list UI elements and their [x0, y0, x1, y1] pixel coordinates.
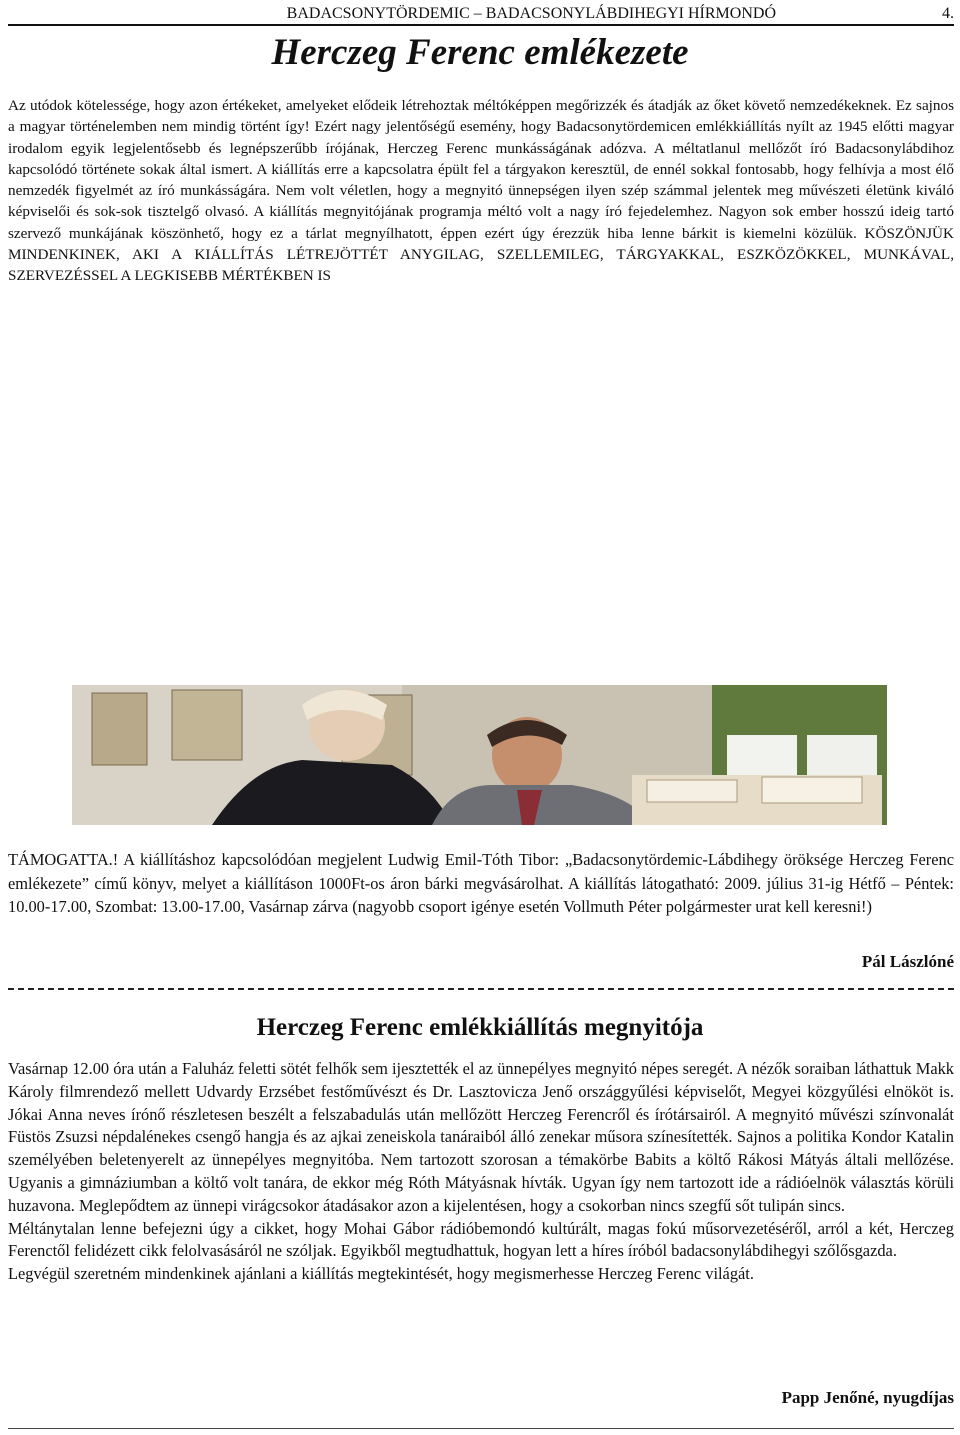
publication-name: BADACSONYTÖRDEMIC – BADACSONYLÁBDIHEGYI HÍRMONDÓ: [286, 5, 776, 22]
framed-newspaper: [92, 693, 147, 765]
article-paragraph: Méltánytalan lenne befejezni úgy a cikket, hogy Mohai Gábor rádióbemondó kultúrált, magas fokú műsorvezetéséről, arról a két, Herczeg Ferenctől felidézett cikk felolvasásáról ne szóljak. Egyikből megtudhattuk, hogyan lett a híres íróból badacsonylábdihegyi szőlősgazda.: [8, 1218, 954, 1261]
article-paragraph: Az utódok kötelessége, hogy azon értékeket, amelyeket elődeik létrehoztak méltóképpen megőrizzék és átadják az őket követő nemzedékeknek. Ez sajnos a magyar történelemben nem mindig történt így! Ezért nagy jelentőségű esemény, hogy Badacsonytördemicen emlékkiállítás nyílt az 1945 előtti magyar irodalom egyik legjelentősebb és legnépszerűbb írójának, Herczeg Ferenc munkásságának adózva. A méltatlanul mellőzőt író Badacsonylábdihoz kapcsolódó története sokak által ismert. A kiállítás erre a kapcsolatra épült fel a tárgyakon keresztül, de ennél sokkal fontosabb, hogy felhívja a most élő nemzedék figyelmét az író munkásságára. Nem volt véletlen, hogy a megnyitó ünnepségen ilyen szép számmal jelentek meg művészeti életünk kiváló képviselői és sok-sok tisztelgő olvasó. A kiállítás megnyitójának programja méltó volt a nagy író fejedelemhez. Nagyon sok ember hosszú ideig tartó szervező munkájának köszönhető, hogy ez a tárlat megnyílhatott, éppen ezért úgy érezzük hiba lenne bárkit is kiemelni közülük. KÖSZÖNJÜK MINDENKINEK, AKI A KIÁLLÍTÁS LÉTREJÖTTÉT ANYGILAG, SZELLEMILEG, TÁRGYAKKAL, ESZKÖZÖKKEL, MUNKÁVAL, SZERVEZÉSSEL A LEGKISEBB MÉRTÉKBEN IS: [8, 97, 954, 285]
exhibition-photo: [72, 685, 887, 825]
article-title: Herczeg Ferenc emlékezete: [271, 32, 689, 73]
article-title: Herczeg Ferenc emlékkiállítás megnyitója: [256, 1014, 704, 1041]
open-book: [647, 780, 737, 802]
open-book: [762, 777, 862, 803]
page-header: [8, 4, 954, 26]
section-divider: [8, 988, 954, 990]
article-paragraph: Legvégül szeretném mindenkinek ajánlani a kiállítás megtekintését, hogy megismerhesse Herczeg Ferenc világát.: [8, 1264, 754, 1284]
footer-rule: [8, 1428, 954, 1429]
author-signature: Papp Jenőné, nyugdíjas: [781, 1388, 954, 1407]
article-body: [8, 1058, 954, 1286]
page-number: 4.: [942, 5, 954, 22]
framed-newspaper: [172, 690, 242, 760]
author-signature: Pál Lászlóné: [861, 952, 954, 971]
article-paragraph: Vasárnap 12.00 óra után a Faluház feletti sötét felhők sem ijesztették el az ünnepélyes megnyitó népes seregét. A nézők soraiban láthattuk Makk Károly filmrendező mellett Udvardy Erzsébet festőművészt és Dr. Lasztovicza Jenő országgyűlési képviselőt, Megyei közgyűlési elnököt is. Jókai Anna neves írónő részletesen beszélt a felszabadulás után mellőzött Herczeg Ferencről és írótársairól. A megnyitó művészi színvonalát Füstös Zsuzsi népdalénekes csengő hangja és az ajkai zeneiskola tanáraiból álló zenekar műsora színesítették. Sajnos a politika Kondor Katalin személyében beletenyerelt az ünnepélyes megnyitóba. Nem tartozott szorosan a témakörbe Babits a költő Rákosi Mátyás általi mellőzése. Ugyanis a gimnáziumban a költő volt tanára, de ekkor még Róth Mátyásnak hívták. Ugyan így nem tartozott ide a rádióelnök választás körüli huzavona. Meglepődtem az ünnepi virágcsokor átadásakor azon a kijelentésen, hogy a csokorban nincs szegfű sőt tulipán sincs.: [8, 1059, 954, 1215]
article-paragraph: TÁMOGATTA.! A kiállításhoz kapcsolódóan megjelent Ludwig Emil-Tóth Tibor: „Badacsonytördemic-Lábdihegy öröksége Herczeg Ferenc emlékezete” című könyv, melyet a kiállításon 1000Ft-os áron bárki megvásárolhat. A kiállítás látogatható: 2009. július 31-ig Hétfő – Péntek: 10.00-17.00, Szombat: 13.00-17.00, Vasárnap zárva (nagyobb csoport igénye esetén Vollmuth Péter polgármester urat kell keresni!): [8, 850, 954, 916]
